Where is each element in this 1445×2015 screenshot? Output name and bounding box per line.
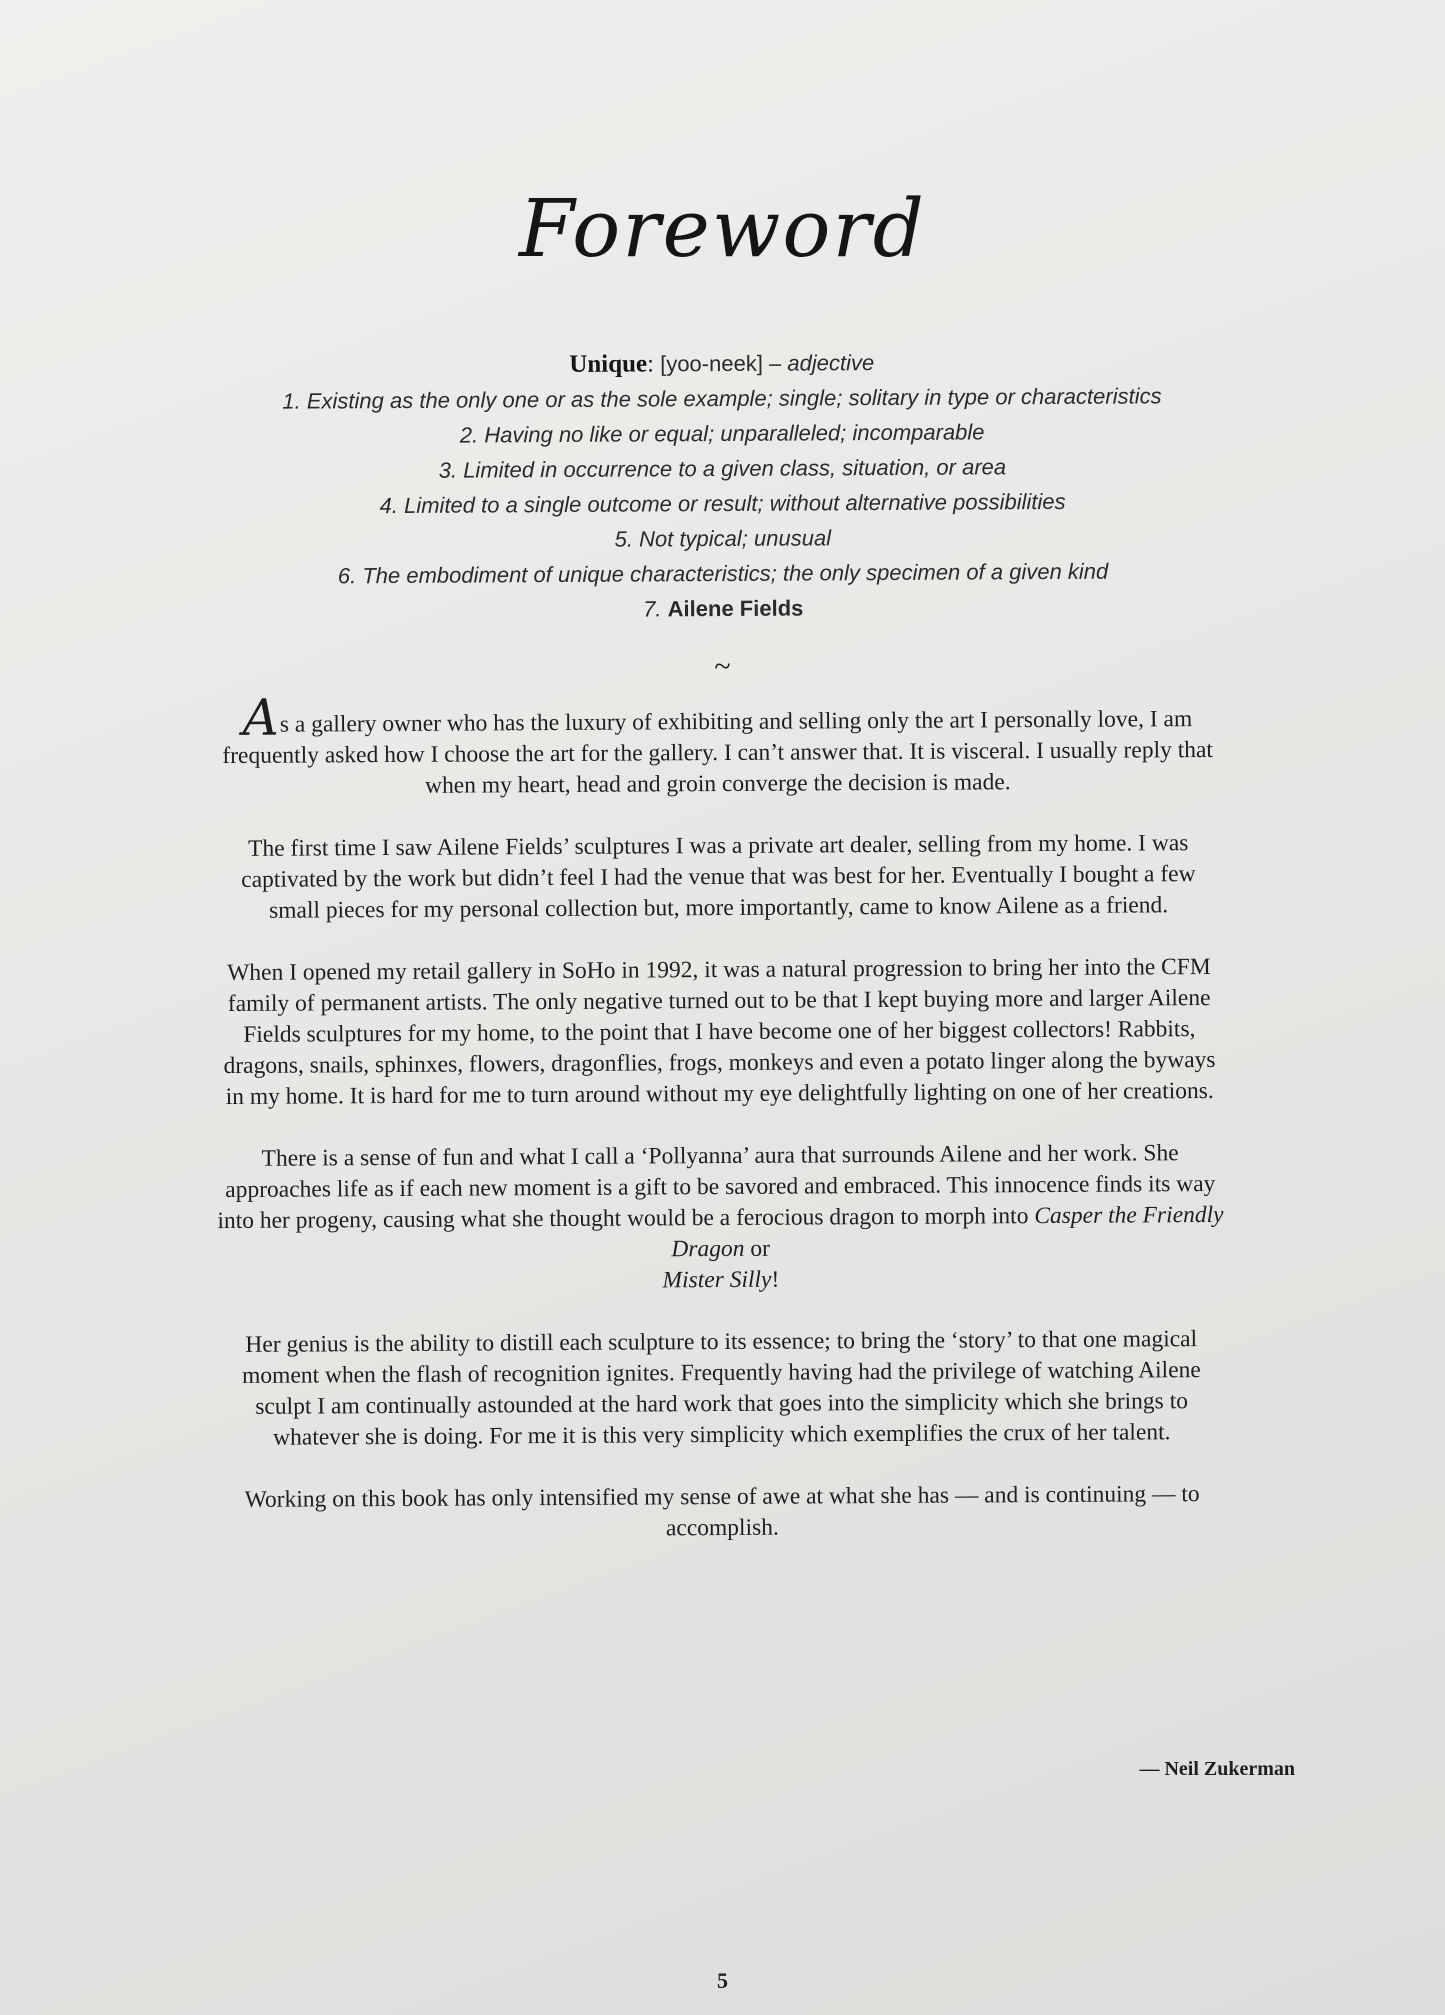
paragraph-text: or	[744, 1235, 771, 1262]
page-number: 5	[717, 1968, 728, 1993]
headword: Unique	[569, 350, 648, 378]
definition-sense: 1. Existing as the only one or as the sole example; single; solitary in type or characteristics	[282, 383, 1162, 414]
page-title: Foreword	[519, 182, 926, 275]
drop-cap: A	[242, 688, 279, 747]
paragraph: Working on this book has only intensified my sense of awe at what she has — and is continuing — to accomplish.	[244, 1481, 1200, 1542]
definition-sense: 3. Limited in occurrence to a given class, situation, or area	[438, 454, 1007, 483]
definition-sense-final	[171, 588, 1276, 630]
paragraph	[215, 1138, 1226, 1299]
paragraph-text: There is a sense of fun and what I call a ‘Pollyanna’ aura that surrounds Ailene and her work. She approaches life as if each new moment is a gift to be savored and embraced. This innocence finds its way into her progeny, causing what she thought would be a ferocious dragon to morph into	[217, 1140, 1216, 1235]
paragraph: When I opened my retail gallery in SoHo in 1992, it was a natural progression to bring her into the CFM family of permanent artists. The only negative turned out to be that I kept buying more and larger Ailene Fields sculptures for my home, to the point that I have become one of her biggest collectors! Rabbits, dragons, snails, sphinxes, flowers, dragonflies, frogs, monkeys and even a potato linger along the byways in my home. It is hard for me to turn around without my eye delightfully lighting on one of her creations.	[223, 953, 1216, 1111]
paragraph: Her genius is the ability to distill each sculpture to its essence; to bring the ‘story’ to that one magical moment when the flash of recognition ignites. Frequently having had the privilege of watching Ailene sculpt I am continually astounded at the hard work that goes into the simplicity which she brings to whatever she is doing. For me it is this very simplicity which exemplifies the crux of her talent.	[242, 1326, 1201, 1451]
dictionary-definition	[169, 343, 1276, 630]
definition-sense: 6. The embodiment of unique characteristics; the only specimen of a given kind	[337, 558, 1109, 589]
italic-title: Casper the Friendly Dragon	[671, 1201, 1224, 1263]
headword-colon: :	[647, 350, 655, 378]
definition-sense: 5. Not typical; unusual	[614, 525, 832, 552]
paragraph	[212, 688, 1223, 803]
definition-sense: 4. Limited to a single outcome or result; without alternative possibilities	[379, 488, 1066, 519]
pronunciation: [yoo-neek] –	[653, 350, 788, 377]
paragraph: The first time I saw Ailene Fields’ sculptures I was a private art dealer, selling from my home. I was captivated by the work but didn’t feel I had the venue that was best for her. Eventually I bought a few small pieces for my personal collection but, more importantly, came to know Ailene as a friend.	[241, 830, 1196, 924]
definition-sense: 2. Having no like or equal; unparalleled; incomparable	[459, 419, 985, 448]
final-sense-number: 7.	[643, 596, 668, 622]
italic-title: Mister Silly	[662, 1266, 772, 1294]
artist-name: Ailene Fields	[667, 595, 804, 622]
paragraph-text: s a gallery owner who has the luxury of exhibiting and selling only the art I personally love, I am frequently asked how I choose the art for the gallery. I can’t answer that. It is visceral. I usually reply that when my heart, head and groin converge the decision is made.	[222, 706, 1214, 799]
author-signature: — Neil Zukerman	[1139, 1758, 1295, 1780]
section-separator: ~	[714, 650, 731, 683]
part-of-speech: adjective	[787, 350, 875, 376]
foreword-body	[212, 688, 1227, 1578]
paragraph-text: !	[771, 1266, 780, 1293]
